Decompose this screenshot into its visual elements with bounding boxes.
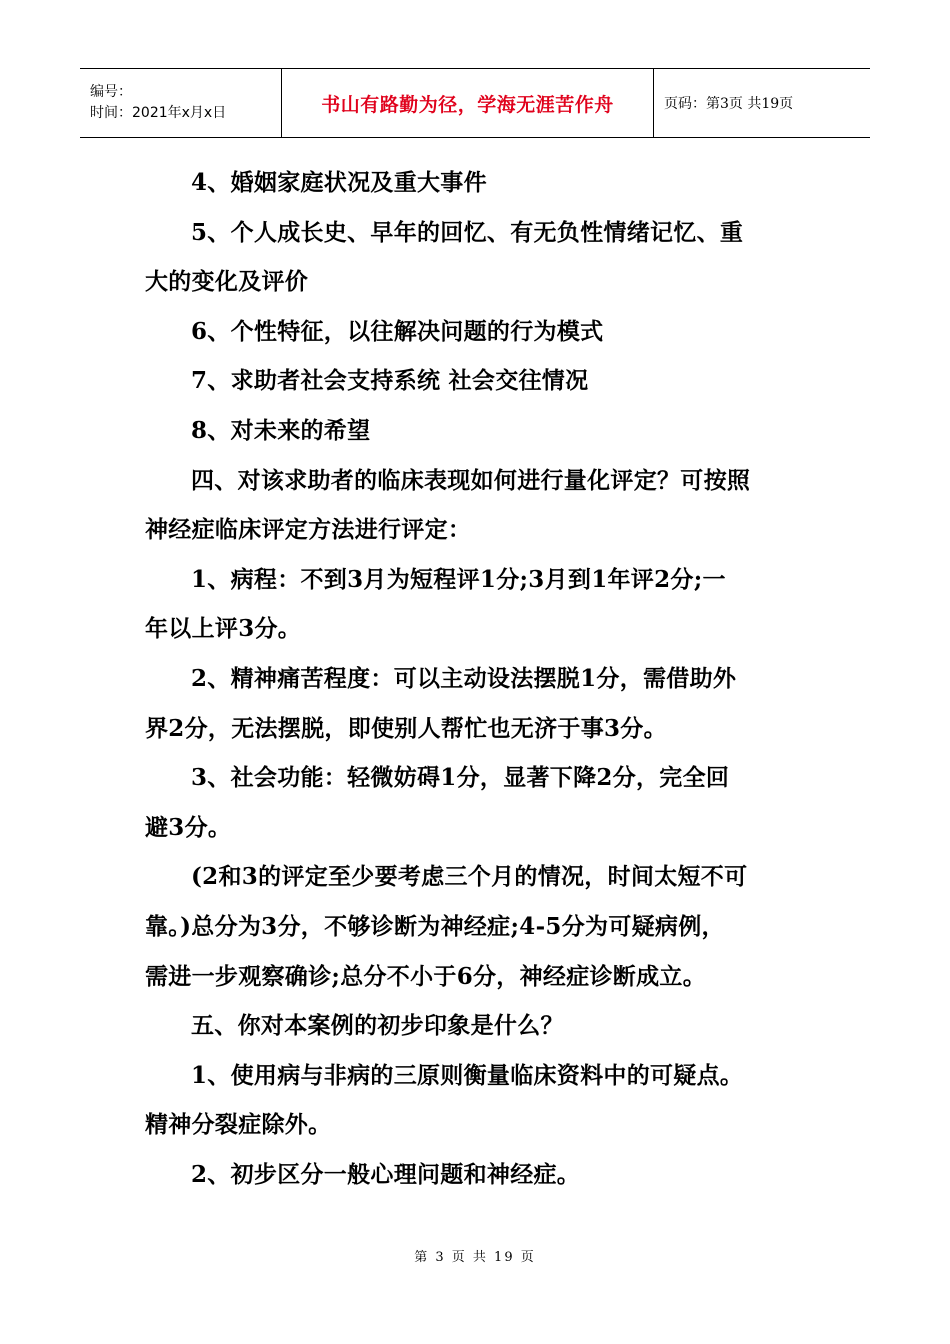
body-line: 3、社会功能：轻微妨碍1分，显著下降2分，完全回 — [191, 764, 730, 792]
header-meta — [80, 69, 282, 137]
body-line: 6、个性特征，以往解决问题的行为模式 — [191, 317, 604, 345]
body-line: (2和3的评定至少要考虑三个月的情况，时间太短不可 — [191, 863, 748, 891]
header-page-number: 页码：第3页 共19页 — [664, 96, 794, 112]
document-number-label: 编号： — [90, 84, 132, 100]
body-line: 2、精神痛苦程度：可以主动设法摆脱1分，需借助外 — [191, 664, 737, 692]
header-page-cell — [654, 69, 870, 137]
document-body — [145, 158, 811, 1199]
body-line: 靠。)总分为3分，不够诊断为神经症;4-5分为可疑病例， — [145, 912, 725, 940]
page-footer: 第 3 页 共 19 页 — [414, 1250, 536, 1265]
body-line: 神经症临床评定方法进行评定： — [145, 516, 472, 544]
body-line: 年以上评3分。 — [145, 615, 302, 643]
header-motto-cell — [282, 69, 654, 137]
header-motto: 书山有路勤为径，学海无涯苦作舟 — [321, 93, 614, 116]
body-line: 大的变化及评价 — [145, 268, 309, 296]
body-line: 5、个人成长史、早年的回忆、有无负性情绪记忆、重 — [191, 218, 744, 246]
body-line: 精神分裂症除外。 — [145, 1111, 332, 1139]
body-line: 避3分。 — [145, 813, 232, 841]
body-line: 8、对未来的希望 — [191, 416, 371, 444]
body-line: 界2分，无法摆脱，即使别人帮忙也无济于事3分。 — [145, 714, 667, 742]
page-header — [80, 68, 870, 138]
body-line: 4、婚姻家庭状况及重大事件 — [191, 169, 487, 196]
body-line: 五、你对本案例的初步印象是什么？ — [191, 1012, 564, 1040]
body-line: 1、病程：不到3月为短程评1分;3月到1年评2分;一 — [191, 565, 726, 593]
body-line: 1、使用病与非病的三原则衡量临床资料中的可疑点。 — [191, 1061, 744, 1089]
body-line: 2、初步区分一般心理问题和神经症。 — [191, 1160, 581, 1188]
body-line: 四、对该求助者的临床表现如何进行量化评定？可按照 — [191, 466, 751, 494]
document-time-label: 时间：2021年x月x日 — [90, 105, 227, 121]
body-line: 7、求助者社会支持系统 社会交往情况 — [191, 367, 589, 395]
body-line: 需进一步观察确诊;总分不小于6分，神经症诊断成立。 — [145, 962, 706, 990]
